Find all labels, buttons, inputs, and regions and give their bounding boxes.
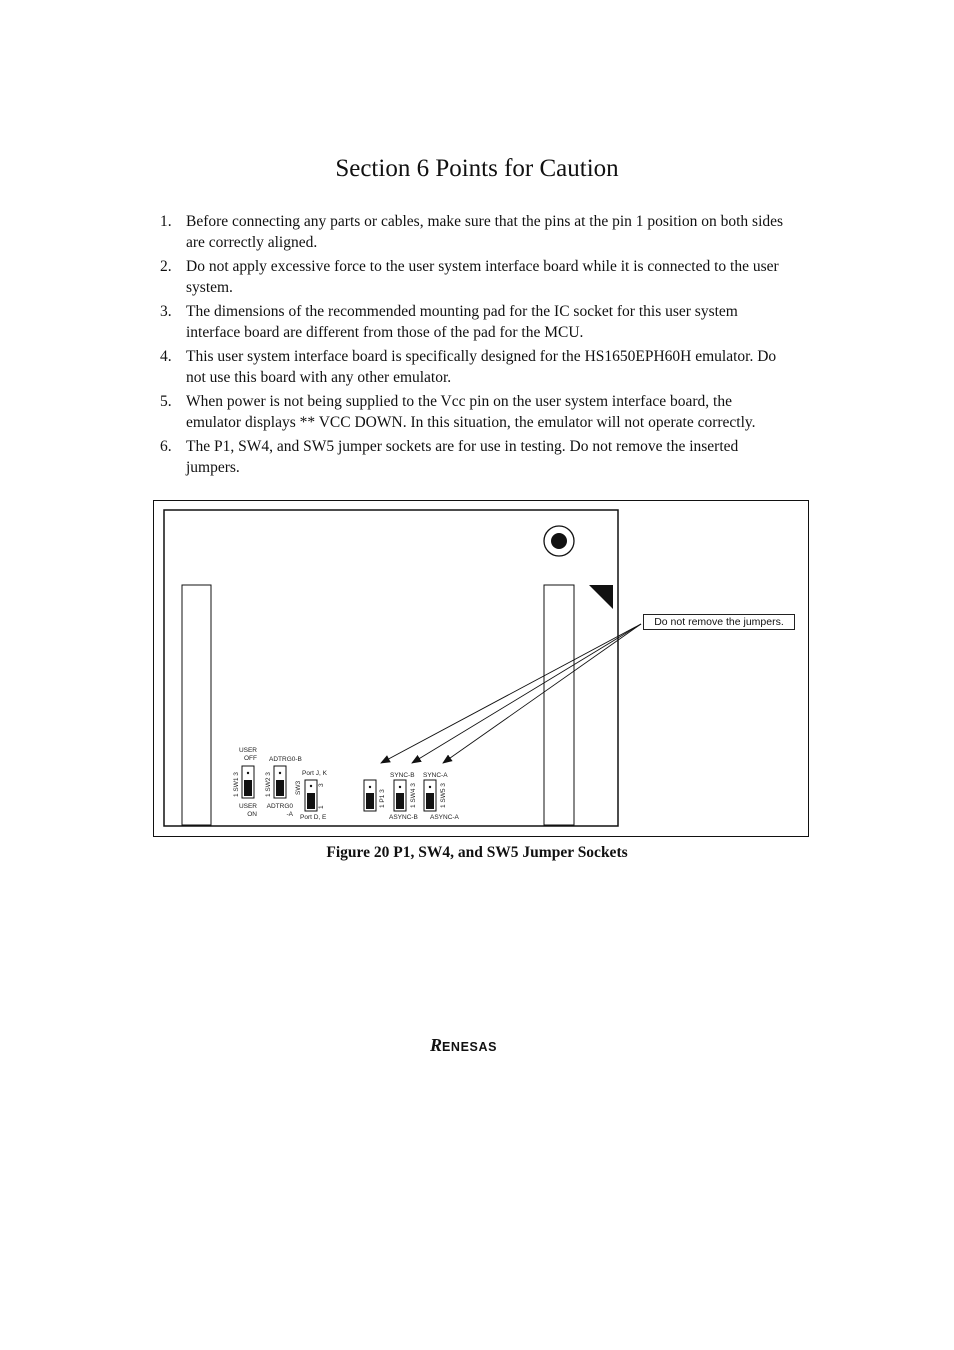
figure-caption: Figure 20 P1, SW4, and SW5 Jumper Sockets bbox=[326, 844, 628, 861]
sw3-pin1-label: 1 bbox=[318, 805, 325, 809]
user-on-label-2: ON bbox=[247, 811, 257, 818]
async-b-label: ASYNC-B bbox=[389, 814, 418, 821]
do-not-remove-callout: Do not remove the jumpers. bbox=[643, 614, 795, 630]
user-off-label-1: USER bbox=[238, 747, 257, 754]
user-on-label-1: USER bbox=[238, 803, 257, 810]
adtrg0-b-label: ADTRG0-B bbox=[269, 756, 302, 763]
sw4-label: 1 SW4 3 bbox=[410, 783, 417, 808]
svg-text:ENESAS: ENESAS bbox=[442, 1040, 498, 1054]
caution-number: 4. bbox=[160, 348, 172, 365]
sw2-jumper bbox=[274, 766, 286, 798]
caution-item bbox=[160, 346, 790, 388]
callout-arrow-sw5 bbox=[443, 624, 641, 763]
sw3-jumper bbox=[305, 780, 317, 811]
caution-text: The P1, SW4, and SW5 jumper sockets are for use in testing. Do not remove the inserted jumpers. bbox=[186, 438, 739, 476]
board-diagram bbox=[153, 500, 809, 837]
sw1-label: 1 SW1 3 bbox=[233, 772, 240, 797]
port-jk-label: Port J, K bbox=[302, 770, 327, 777]
mounting-hole-icon bbox=[544, 526, 574, 556]
caution-item bbox=[160, 391, 790, 433]
caution-text: Do not apply excessive force to the user system interface board while it is connected to the user system. bbox=[186, 258, 779, 296]
sync-a-label: SYNC-A bbox=[423, 772, 448, 779]
caution-number: 5. bbox=[160, 393, 172, 410]
sw5-label: 1 SW5 3 bbox=[440, 783, 447, 808]
renesas-logo bbox=[430, 1035, 530, 1060]
caution-item bbox=[160, 211, 790, 253]
caution-text: The dimensions of the recommended mounting pad for the IC socket for this user system interface board are different from those of the pad for the MCU. bbox=[186, 303, 738, 341]
user-off-label-2: OFF bbox=[244, 755, 257, 762]
adtrg0-a-label-2: -A bbox=[286, 811, 293, 818]
p1-jumper bbox=[364, 780, 376, 811]
left-connector bbox=[182, 585, 211, 825]
port-de-label: Port D, E bbox=[300, 814, 327, 821]
sw3-label: SW3 bbox=[295, 780, 302, 795]
sw2-label: 1 SW2 3 bbox=[265, 772, 272, 797]
caution-number: 2. bbox=[160, 258, 172, 275]
callout-arrow-p1 bbox=[381, 624, 641, 763]
caution-text: Before connecting any parts or cables, make sure that the pins at the pin 1 position on both sides are correctly aligned. bbox=[186, 213, 784, 251]
pin1-corner-marker-icon bbox=[589, 585, 613, 609]
renesas-logo-icon bbox=[430, 1035, 530, 1055]
async-a-label: ASYNC-A bbox=[430, 814, 459, 821]
caution-number: 6. bbox=[160, 438, 172, 455]
adtrg0-a-label-1: ADTRG0 bbox=[266, 803, 293, 810]
caution-item bbox=[160, 436, 790, 478]
svg-text:R: R bbox=[430, 1035, 443, 1055]
sw4-jumper bbox=[394, 780, 406, 811]
p1-label: 1 P1 3 bbox=[379, 789, 386, 808]
jumper-socket-figure bbox=[153, 500, 809, 837]
caution-item bbox=[160, 256, 790, 298]
caution-number: 1. bbox=[160, 213, 172, 230]
right-connector bbox=[544, 585, 574, 825]
caution-text: This user system interface board is specifically designed for the HS1650EPH60H emulator. Do not use this board with any other emulator. bbox=[186, 348, 777, 386]
caution-number: 3. bbox=[160, 303, 172, 320]
section-title: Section 6 Points for Caution bbox=[335, 155, 619, 182]
sw3-pin3-label: 3 bbox=[318, 783, 325, 787]
caution-item bbox=[160, 301, 790, 343]
sw1-jumper bbox=[242, 766, 254, 798]
sync-b-label: SYNC-B bbox=[390, 772, 415, 779]
caution-text: When power is not being supplied to the Vcc pin on the user system interface board, the emulator displays ** VCC DOWN. In this situation, the emulator will not operate correctly. bbox=[186, 393, 756, 431]
sw5-jumper bbox=[424, 780, 436, 811]
caution-list bbox=[160, 211, 790, 481]
callout-arrow-sw4 bbox=[412, 624, 641, 763]
